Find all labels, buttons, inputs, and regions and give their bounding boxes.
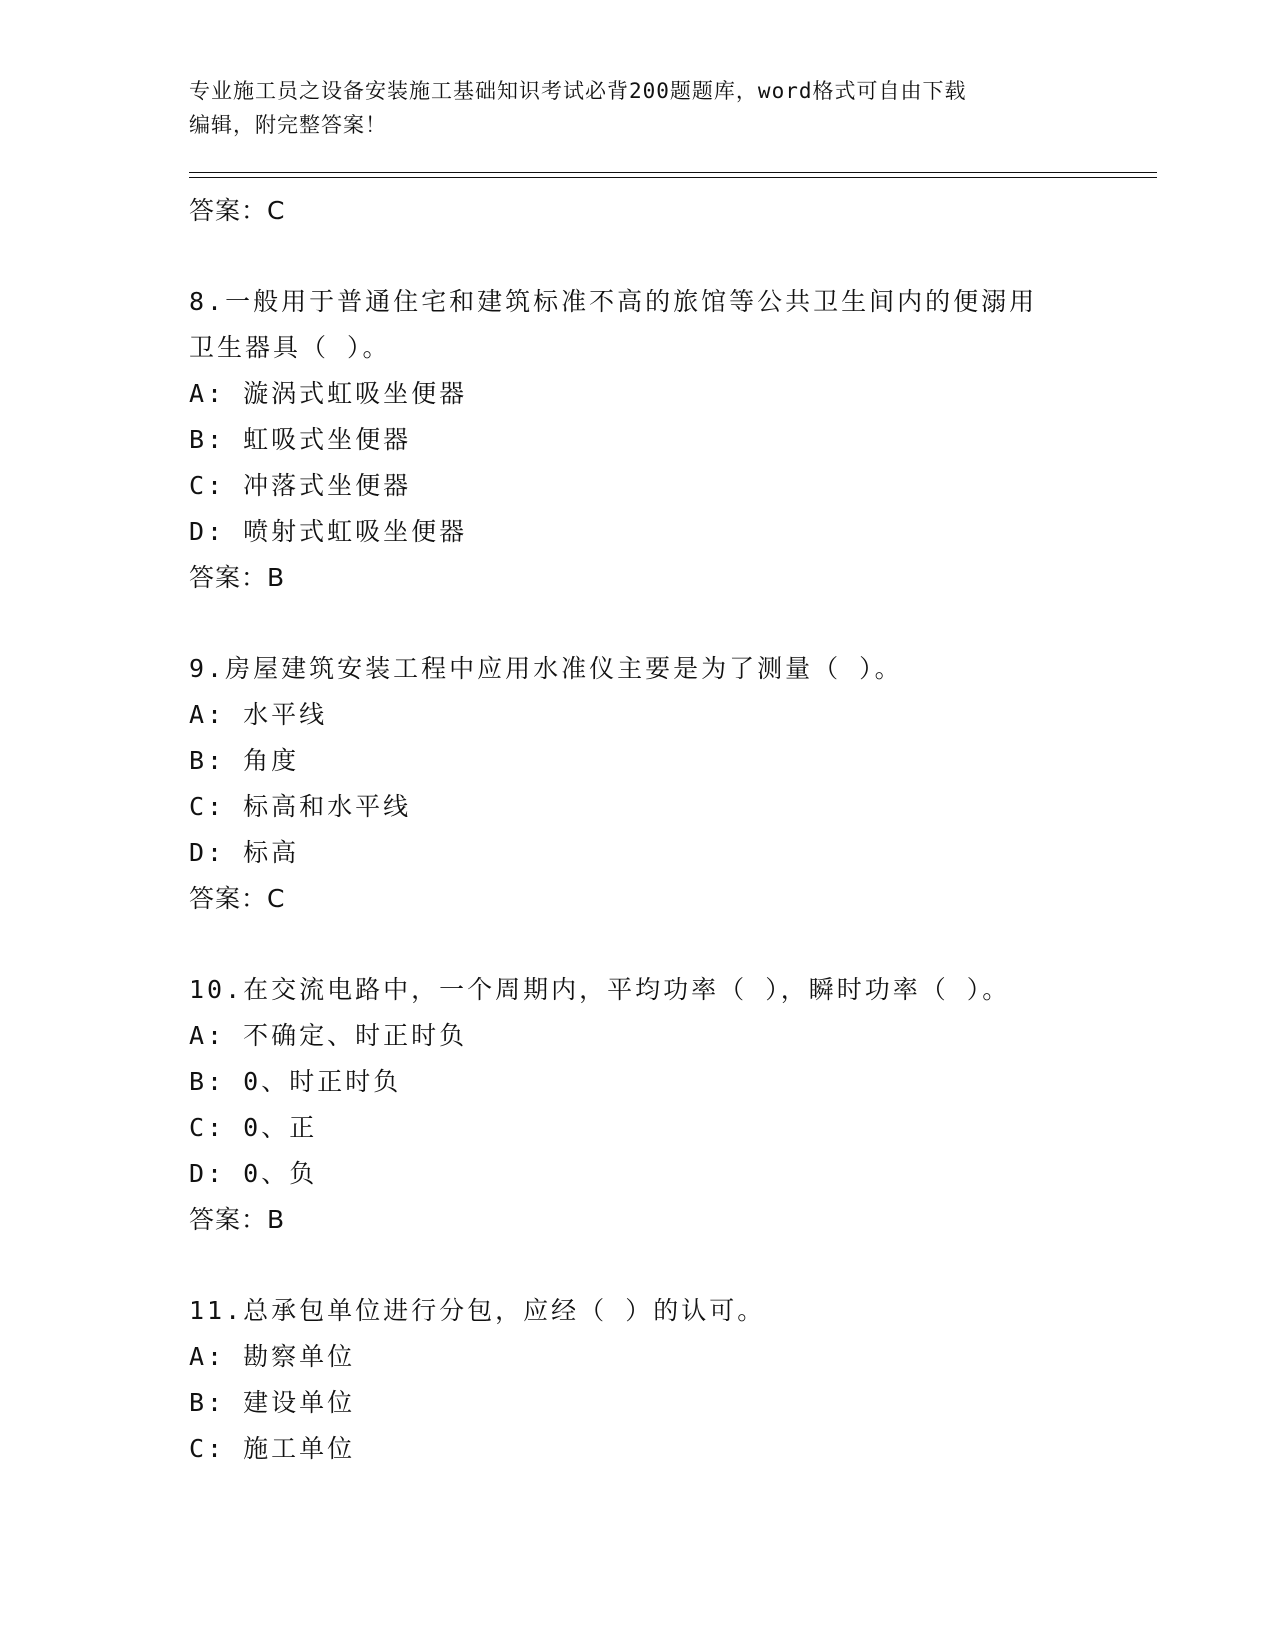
question-9-option-d: D: 标高 <box>189 838 300 867</box>
question-list <box>189 188 1169 1472</box>
header-rule-bottom <box>189 177 1157 178</box>
document-header <box>189 74 1089 142</box>
question-8-option-d: D: 喷射式虹吸坐便器 <box>189 517 468 546</box>
header-line-2: 编辑，附完整答案！ <box>189 113 387 137</box>
question-10-option-c: C: 0、正 <box>189 1113 318 1142</box>
question-9-option-c: C: 标高和水平线 <box>189 792 412 821</box>
question-8-stem-line-1: 8.一般用于普通住宅和建筑标准不高的旅馆等公共卫生间内的便溺用 <box>189 287 1038 316</box>
question-11-stem: 11.总承包单位进行分包，应经（ ）的认可。 <box>189 1296 766 1325</box>
previous-answer: 答案：C <box>189 196 286 225</box>
question-11-option-a: A: 勘察单位 <box>189 1342 356 1371</box>
header-rule-top <box>189 172 1157 173</box>
question-10-answer: 答案：B <box>189 1205 286 1234</box>
question-10-option-a: A: 不确定、时正时负 <box>189 1021 468 1050</box>
question-8-option-b: B: 虹吸式坐便器 <box>189 425 412 454</box>
question-8-option-a: A: 漩涡式虹吸坐便器 <box>189 379 468 408</box>
question-9-option-a: A: 水平线 <box>189 700 328 729</box>
question-10-stem: 10.在交流电路中，一个周期内，平均功率（ ），瞬时功率（ ）。 <box>189 975 1011 1004</box>
question-9-stem: 9.房屋建筑安装工程中应用水准仪主要是为了测量（ ）。 <box>189 654 903 683</box>
question-10-option-d: D: 0、负 <box>189 1159 318 1188</box>
question-9-option-b: B: 角度 <box>189 746 300 775</box>
question-8-answer: 答案：B <box>189 563 286 592</box>
question-11-option-c: C: 施工单位 <box>189 1434 356 1463</box>
question-10-option-b: B: 0、时正时负 <box>189 1067 402 1096</box>
header-line-1: 专业施工员之设备安装施工基础知识考试必背200题题库，word格式可自由下载 <box>189 79 967 103</box>
question-8-stem-line-2: 卫生器具（ ）。 <box>189 333 391 362</box>
question-11-option-b: B: 建设单位 <box>189 1388 356 1417</box>
question-9-answer: 答案：C <box>189 884 286 913</box>
question-8-option-c: C: 冲落式坐便器 <box>189 471 412 500</box>
